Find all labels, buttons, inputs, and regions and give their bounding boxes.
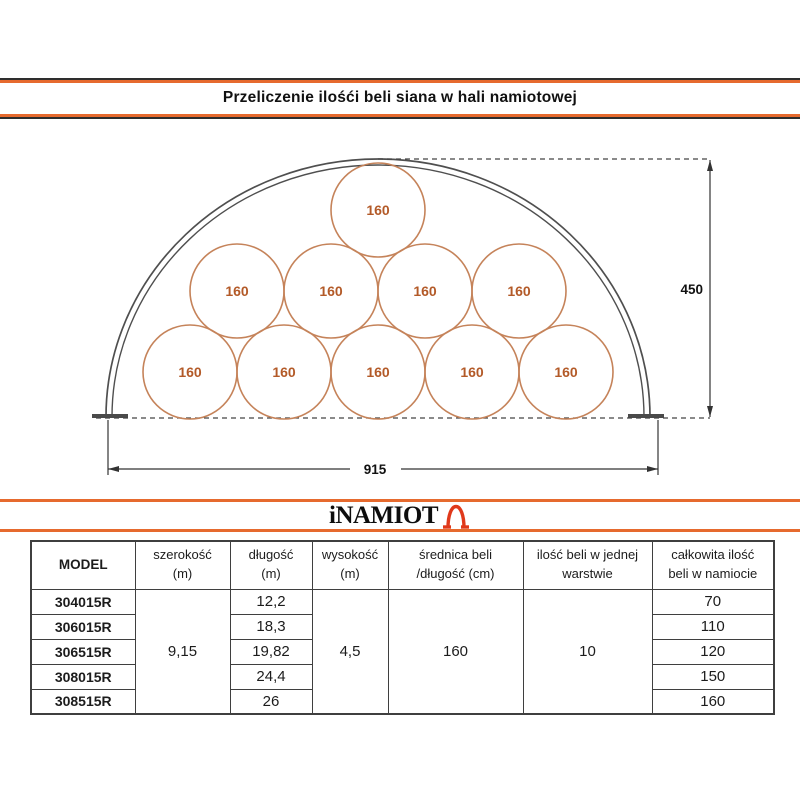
tent-icon [441,503,471,530]
hay-bale-label: 160 [319,283,343,299]
height-dim-label: 450 [680,282,703,297]
hay-bale-label: 160 [460,364,484,380]
hay-bale-label: 160 [178,364,202,380]
hay-bale-label: 160 [225,283,249,299]
logo-text: iNAMIOT [329,502,438,529]
cell-model: 308515R [31,689,135,714]
cell-srednica-merged: 160 [388,589,523,714]
width-dim-label: 915 [363,462,387,477]
cell-calkowita: 160 [652,689,774,714]
cell-calkowita: 110 [652,614,774,639]
col-header-srednica: średnica beli /długość (cm) [388,541,523,589]
hay-bale-label: 160 [413,283,437,299]
cell-calkowita: 150 [652,664,774,689]
col-header-wysokosc: wysokość (m) [312,541,388,589]
cell-model: 306015R [31,614,135,639]
hay-bale-label: 160 [366,364,390,380]
cell-dlugosc: 12,2 [230,589,312,614]
cell-model: 308015R [31,664,135,689]
cell-dlugosc: 19,82 [230,639,312,664]
hay-bale-label: 160 [507,283,531,299]
cell-model: 306515R [31,639,135,664]
tent-diagram [0,130,800,490]
spec-table-wrap [30,540,775,715]
width-dim-arrow-left [108,466,119,472]
hay-bale-group [143,163,613,419]
col-header-dlugosc: długość (m) [230,541,312,589]
hay-bale-label: 160 [554,364,578,380]
title-band-inner [0,80,800,117]
cell-szerokosc-merged: 9,15 [135,589,230,714]
col-header-calkowita: całkowita ilość beli w namiocie [652,541,774,589]
height-dim-arrow-top [707,160,713,171]
cell-dlugosc: 24,4 [230,664,312,689]
title-band [0,78,800,119]
cell-ilosc-merged: 10 [523,589,652,714]
cell-dlugosc: 26 [230,689,312,714]
cell-dlugosc: 18,3 [230,614,312,639]
cell-calkowita: 120 [652,639,774,664]
header-row [31,541,774,589]
col-header-model: MODEL [31,541,135,589]
height-dim-arrow-bottom [707,406,713,417]
logo-band [0,499,800,532]
spec-table [30,540,775,715]
hay-bale-label: 160 [366,202,390,218]
table-row [31,589,774,614]
col-header-szerokosc: szerokość (m) [135,541,230,589]
cell-wysokosc-merged: 4,5 [312,589,388,714]
cell-calkowita: 70 [652,589,774,614]
col-header-ilosc-warstwa: ilość beli w jednej warstwie [523,541,652,589]
page-title: Przeliczenie ilośći beli siana w hali namiotowej [222,89,578,106]
cell-model: 304015R [31,589,135,614]
width-dim-arrow-right [647,466,658,472]
hay-bale-label: 160 [272,364,296,380]
